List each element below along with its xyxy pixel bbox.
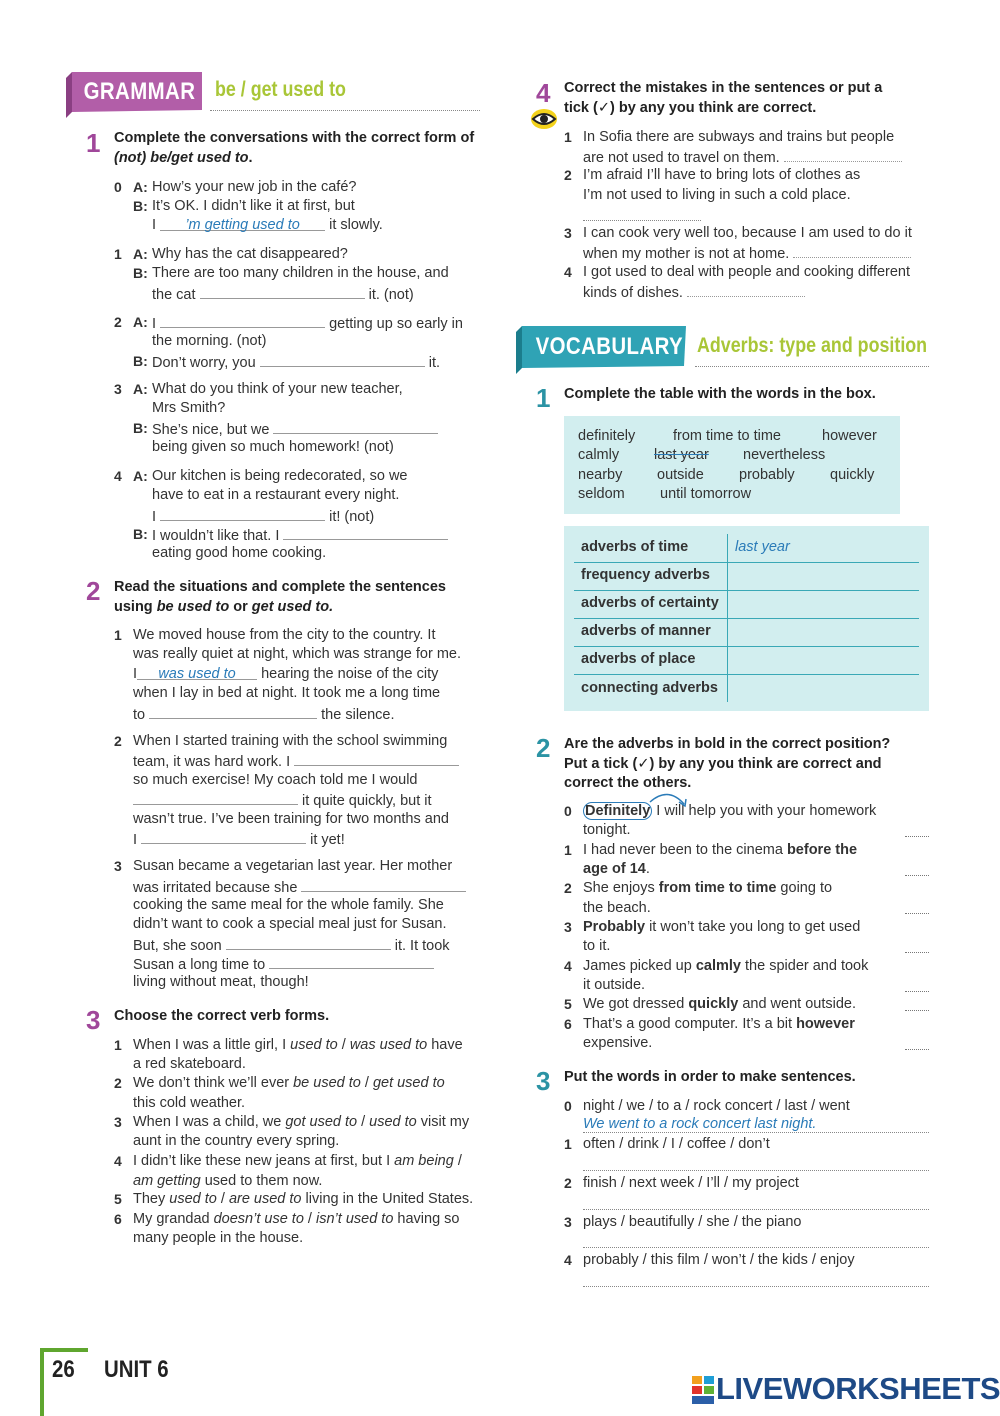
sentence-line: it outside. bbox=[583, 977, 646, 993]
sentence-line: I’m not used to living in such a cold place. bbox=[583, 187, 851, 203]
item-number: 5 bbox=[564, 996, 572, 1012]
item-number: 0 bbox=[564, 803, 572, 819]
dialogue-line: I getting up so early in bbox=[152, 313, 463, 335]
sentence-line: to it. bbox=[583, 938, 611, 954]
speaker-a: A: bbox=[133, 179, 148, 195]
word-chip[interactable]: from time to time bbox=[673, 428, 781, 444]
option[interactable]: am being bbox=[394, 1153, 454, 1169]
situation-line: When I started training with the school swimming bbox=[133, 733, 448, 749]
dialogue-line: Why has the cat disappeared? bbox=[152, 246, 348, 262]
situation-line: I it yet! bbox=[133, 829, 345, 851]
circled-adverb: Definitely bbox=[585, 803, 651, 819]
sentence-line: I can cook very well too, because I am used to do it bbox=[583, 225, 912, 241]
option[interactable]: used to bbox=[369, 1114, 417, 1130]
item-number: 0 bbox=[114, 179, 122, 195]
answer-field[interactable] bbox=[269, 954, 434, 969]
adverb-table bbox=[564, 526, 929, 711]
word-prompt: night / we / to a / rock concert / last / went bbox=[583, 1098, 850, 1114]
item-number: 1 bbox=[114, 246, 122, 262]
example-answer: We went to a rock concert last night. bbox=[583, 1116, 817, 1132]
dialogue-line: the cat it. (not) bbox=[152, 284, 414, 306]
table-row bbox=[574, 562, 919, 590]
answer-field[interactable] bbox=[905, 1049, 929, 1050]
vocabulary-banner bbox=[516, 326, 688, 376]
situation-line: to the silence. bbox=[133, 704, 395, 726]
option[interactable]: was used to bbox=[349, 1037, 428, 1053]
answer-field[interactable] bbox=[141, 829, 306, 844]
situation-line: so much exercise! My coach told me I would bbox=[133, 772, 418, 788]
situation-line: Susan a long time to bbox=[133, 954, 434, 976]
situation-line: living without meat, though! bbox=[133, 974, 309, 990]
answer-field[interactable] bbox=[149, 704, 317, 719]
dialogue-line: the morning. (not) bbox=[152, 333, 267, 349]
item-number: 4 bbox=[564, 1252, 572, 1268]
exercise-instruction: Complete the table with the words in the box. bbox=[564, 386, 876, 402]
item-number: 1 bbox=[564, 1136, 572, 1152]
item-number: 1 bbox=[564, 129, 572, 145]
item-number: 2 bbox=[564, 880, 572, 896]
option[interactable]: am getting bbox=[133, 1172, 201, 1189]
item-number: 3 bbox=[114, 858, 122, 874]
dialogue-line: being given so much homework! (not) bbox=[152, 439, 394, 455]
item-number: 1 bbox=[114, 1037, 122, 1053]
word-chip[interactable]: calmly bbox=[578, 447, 620, 463]
dialogue-line: Mrs Smith? bbox=[152, 400, 226, 416]
table-category: adverbs of place bbox=[574, 646, 728, 674]
sentence-line: are not used to travel on them. bbox=[583, 147, 902, 169]
answer-field[interactable] bbox=[905, 952, 929, 953]
grammar-banner bbox=[66, 72, 202, 116]
dialogue-line: Our kitchen is being redecorated, so we bbox=[152, 468, 408, 484]
word-chip[interactable]: definitely bbox=[578, 428, 636, 444]
word-chip[interactable]: quickly bbox=[830, 467, 875, 483]
sentence-line: That’s a good computer. It’s a bit however bbox=[583, 1016, 855, 1032]
word-chip[interactable]: nevertheless bbox=[743, 447, 826, 463]
logo-icon bbox=[692, 1376, 714, 1404]
choice-sentence: When I was a child, we got used to / used to visit my bbox=[133, 1114, 470, 1130]
option[interactable]: used to bbox=[290, 1037, 338, 1053]
speaker-a: A: bbox=[133, 314, 148, 330]
answer-field[interactable] bbox=[905, 1010, 929, 1011]
answer-field[interactable] bbox=[905, 913, 929, 914]
option[interactable]: get used to bbox=[372, 1075, 445, 1091]
item-number: 2 bbox=[564, 1175, 572, 1191]
word-prompt: finish / next week / I’ll / my project bbox=[583, 1175, 799, 1191]
table-answer[interactable] bbox=[728, 618, 920, 646]
arrow-icon bbox=[648, 790, 690, 817]
item-number: 3 bbox=[564, 225, 572, 241]
table-category: adverbs of certainty bbox=[574, 590, 728, 618]
item-number: 5 bbox=[114, 1191, 122, 1207]
correction-field[interactable] bbox=[793, 243, 911, 258]
situation-line: cooking the same meal for the whole family. She bbox=[133, 897, 444, 913]
situation-line: I was used to hearing the noise of the city bbox=[133, 666, 439, 682]
dialogue-line: I wouldn’t like that. I bbox=[152, 525, 448, 547]
eye-icon bbox=[530, 108, 558, 130]
option[interactable]: are used to bbox=[228, 1191, 302, 1207]
table-row bbox=[574, 674, 919, 702]
dialogue-line: What do you think of your new teacher, bbox=[152, 381, 403, 397]
item-number: 3 bbox=[564, 919, 572, 935]
answer-field[interactable] bbox=[160, 313, 325, 328]
answer-field[interactable] bbox=[294, 751, 459, 766]
situation-line: Susan became a vegetarian last year. Her mother bbox=[133, 858, 453, 874]
correction-field[interactable] bbox=[784, 147, 902, 162]
situation-line: But, she soon it. It took bbox=[133, 935, 450, 957]
word-prompt: probably / this film / won’t / the kids / enjoy bbox=[583, 1252, 855, 1268]
item-number: 3 bbox=[114, 381, 122, 397]
grammar-banner-label: GRAMMAR bbox=[83, 78, 196, 105]
exercise-number: 2 bbox=[86, 576, 101, 606]
item-number: 3 bbox=[564, 1214, 572, 1230]
item-number: 2 bbox=[114, 733, 122, 749]
table-answer[interactable]: last year bbox=[735, 539, 790, 555]
word-chip[interactable]: however bbox=[822, 428, 877, 444]
correction-field[interactable] bbox=[687, 282, 805, 297]
exercise-number: 1 bbox=[86, 128, 101, 158]
answer-field[interactable] bbox=[583, 1209, 929, 1210]
table-answer[interactable] bbox=[728, 590, 920, 618]
sentence-line: I’m afraid I’ll have to bring lots of clothes as bbox=[583, 167, 861, 183]
example-answer: ’m getting used to bbox=[185, 217, 300, 233]
situation-line: wasn’t true. I’ve been training for two months and bbox=[133, 811, 449, 827]
choice-sentence: They used to / are used to living in the United States. bbox=[133, 1191, 474, 1207]
choice-sentence: a red skateboard. bbox=[133, 1056, 246, 1072]
speaker-a: A: bbox=[133, 381, 148, 397]
item-number: 2 bbox=[114, 1075, 122, 1091]
word-chip[interactable]: seldom bbox=[578, 486, 625, 502]
dialogue-line: It’s OK. I didn’t like it at first, but bbox=[152, 198, 355, 214]
word-box bbox=[564, 416, 900, 514]
item-number: 1 bbox=[564, 842, 572, 858]
sentence-line: We got dressed quickly and went outside. bbox=[583, 996, 856, 1012]
exercise-number: 2 bbox=[536, 733, 551, 763]
speaker-b: B: bbox=[133, 265, 148, 281]
answer-line bbox=[583, 1132, 929, 1133]
table-category: adverbs of time bbox=[574, 534, 728, 562]
sentence-line: when my mother is not at home. bbox=[583, 243, 911, 265]
exercise-instruction: Are the adverbs in bold in the correct position? Put a tick (✓) by any you think are correct and correct the others. bbox=[564, 736, 891, 791]
table-answer[interactable] bbox=[728, 562, 920, 590]
sentence-line: age of 14. bbox=[583, 861, 650, 877]
option[interactable]: isn’t used to bbox=[316, 1211, 394, 1227]
choice-sentence: When I was a little girl, I used to / was used to have bbox=[133, 1037, 463, 1053]
option[interactable]: doesn’t use to bbox=[213, 1211, 304, 1227]
item-number: 1 bbox=[114, 627, 122, 643]
exercise-instruction: Choose the correct verb forms. bbox=[114, 1008, 330, 1024]
exercise-number: 3 bbox=[536, 1066, 551, 1096]
option[interactable]: got used to bbox=[285, 1114, 358, 1130]
speaker-a: A: bbox=[133, 246, 148, 262]
speaker-b: B: bbox=[133, 526, 148, 542]
item-number: 4 bbox=[564, 264, 572, 280]
answer-field[interactable] bbox=[137, 665, 257, 680]
exercise-number: 1 bbox=[536, 383, 551, 413]
vocabulary-subtitle: Adverbs: type and position bbox=[697, 334, 928, 357]
word-prompt: often / drink / I / coffee / don’t bbox=[583, 1136, 770, 1152]
sentence-line: I had never been to the cinema before the bbox=[583, 842, 858, 858]
table-category: frequency adverbs bbox=[574, 562, 728, 590]
answer-field[interactable] bbox=[273, 419, 438, 434]
answer-field[interactable] bbox=[160, 216, 325, 231]
choice-sentence: this cold weather. bbox=[133, 1095, 246, 1111]
sentence-line: James picked up calmly the spider and took bbox=[583, 958, 869, 974]
correction-field[interactable] bbox=[583, 220, 701, 221]
answer-field[interactable] bbox=[160, 506, 325, 521]
dialogue-line: I ’m getting used to it slowly. bbox=[152, 217, 383, 233]
divider bbox=[695, 366, 929, 367]
sentence-line: I got used to deal with people and cooking different bbox=[583, 264, 911, 280]
sentence-line: expensive. bbox=[583, 1035, 653, 1051]
option[interactable]: used to bbox=[169, 1191, 217, 1207]
sentence-line: In Sofia there are subways and trains but people bbox=[583, 129, 895, 145]
dialogue-line: eating good home cooking. bbox=[152, 545, 327, 561]
item-number: 2 bbox=[114, 314, 122, 330]
choice-sentence: many people in the house. bbox=[133, 1230, 304, 1246]
sentence-line: Probably it won’t take you long to get used bbox=[583, 919, 861, 935]
dialogue-line: She’s nice, but we bbox=[152, 419, 438, 441]
sentence-line: the beach. bbox=[583, 900, 651, 916]
answer-field[interactable] bbox=[905, 875, 929, 876]
word-chip[interactable]: until tomorrow bbox=[660, 486, 752, 502]
item-number: 0 bbox=[564, 1098, 572, 1114]
situation-line: team, it was hard work. I bbox=[133, 751, 459, 773]
exercise-number: 3 bbox=[86, 1005, 101, 1035]
item-number: 4 bbox=[114, 1153, 122, 1169]
word-prompt: plays / beautifully / she / the piano bbox=[583, 1214, 802, 1230]
option[interactable]: be used to bbox=[293, 1075, 361, 1091]
sentence-line: Definitely I will help you with your homework bbox=[585, 803, 877, 819]
answer-field[interactable] bbox=[301, 877, 466, 892]
exercise-instruction: Correct the mistakes in the sentences or put a tick (✓) by any you think are correct. bbox=[564, 80, 883, 116]
answer-field[interactable] bbox=[200, 284, 365, 299]
table-row bbox=[574, 590, 919, 618]
page-number: 26 bbox=[52, 1356, 75, 1383]
word-chip[interactable]: nearby bbox=[578, 467, 623, 483]
sentence-line: kinds of dishes. bbox=[583, 282, 805, 304]
example-answer: was used to bbox=[158, 666, 236, 682]
table-answer[interactable] bbox=[728, 674, 920, 702]
dialogue-line: have to eat in a restaurant every night. bbox=[152, 487, 400, 503]
answer-field[interactable] bbox=[260, 352, 425, 367]
situation-line: We moved house from the city to the country. It bbox=[133, 627, 436, 643]
dialogue-line: Don’t worry, you it. bbox=[152, 352, 440, 374]
choice-sentence: I didn’t like these new jeans at first, but I am being / am getting used to them now. bbox=[133, 1153, 462, 1189]
answer-field[interactable] bbox=[583, 1286, 929, 1287]
answer-field[interactable] bbox=[583, 1170, 929, 1171]
sentence-line: tonight. bbox=[583, 822, 631, 838]
unit-label: UNIT 6 bbox=[104, 1356, 169, 1383]
situation-line: was irritated because she bbox=[133, 877, 466, 899]
table-row bbox=[574, 534, 919, 562]
item-number: 3 bbox=[114, 1114, 122, 1130]
word-chip[interactable]: outside bbox=[657, 467, 704, 483]
speaker-b: B: bbox=[133, 420, 148, 436]
answer-field[interactable] bbox=[133, 790, 298, 805]
speaker-b: B: bbox=[133, 353, 148, 369]
brand-name: LIVEWORKSHEETS bbox=[716, 1371, 1000, 1406]
vocabulary-banner-label: VOCABULARY bbox=[535, 333, 684, 360]
answer-field[interactable] bbox=[283, 525, 448, 540]
answer-field[interactable] bbox=[583, 1247, 929, 1248]
item-number: 6 bbox=[114, 1211, 122, 1227]
divider bbox=[210, 110, 480, 111]
situation-line: was really quiet at night, which was strange for me. bbox=[133, 646, 462, 662]
table-category: connecting adverbs bbox=[574, 674, 728, 702]
exercise-instruction: Put the words in order to make sentences. bbox=[564, 1069, 856, 1085]
exercise-instruction: Read the situations and complete the sentences using be used to or get used to. bbox=[114, 579, 446, 615]
word-chip-used: last year bbox=[654, 447, 709, 463]
table-row bbox=[574, 646, 919, 674]
answer-field[interactable] bbox=[905, 836, 929, 837]
item-number: 4 bbox=[564, 958, 572, 974]
exercise-number: 4 bbox=[536, 78, 551, 108]
situation-line: didn’t want to cook a special meal just for Susan. bbox=[133, 916, 447, 932]
word-chip[interactable]: probably bbox=[739, 467, 795, 483]
answer-field[interactable] bbox=[905, 991, 929, 992]
sentence-line: She enjoys from time to time going to bbox=[583, 880, 833, 896]
exercise-instruction: Complete the conversations with the correct form of (not) be/get used to. bbox=[114, 130, 475, 166]
table-answer[interactable] bbox=[728, 646, 920, 674]
speaker-b: B: bbox=[133, 198, 148, 214]
item-number: 6 bbox=[564, 1016, 572, 1032]
answer-field[interactable] bbox=[226, 935, 391, 950]
item-number: 2 bbox=[564, 167, 572, 183]
table-category: adverbs of manner bbox=[574, 618, 728, 646]
situation-line: when I lay in bed at night. It took me a long time bbox=[133, 685, 441, 701]
table-row bbox=[574, 618, 919, 646]
situation-line: it quite quickly, but it bbox=[133, 790, 432, 812]
item-number: 4 bbox=[114, 468, 122, 484]
choice-sentence: aunt in the country every spring. bbox=[133, 1133, 340, 1149]
choice-sentence: My grandad doesn’t use to / isn’t used to having so bbox=[133, 1211, 460, 1227]
dialogue-line: There are too many children in the house, and bbox=[152, 265, 449, 281]
speaker-a: A: bbox=[133, 468, 148, 484]
grammar-subtitle: be / get used to bbox=[215, 78, 346, 101]
dialogue-line: How’s your new job in the café? bbox=[152, 179, 357, 195]
dialogue-line: I it! (not) bbox=[152, 506, 374, 528]
choice-sentence: We don’t think we’ll ever be used to / get used to bbox=[133, 1075, 445, 1091]
